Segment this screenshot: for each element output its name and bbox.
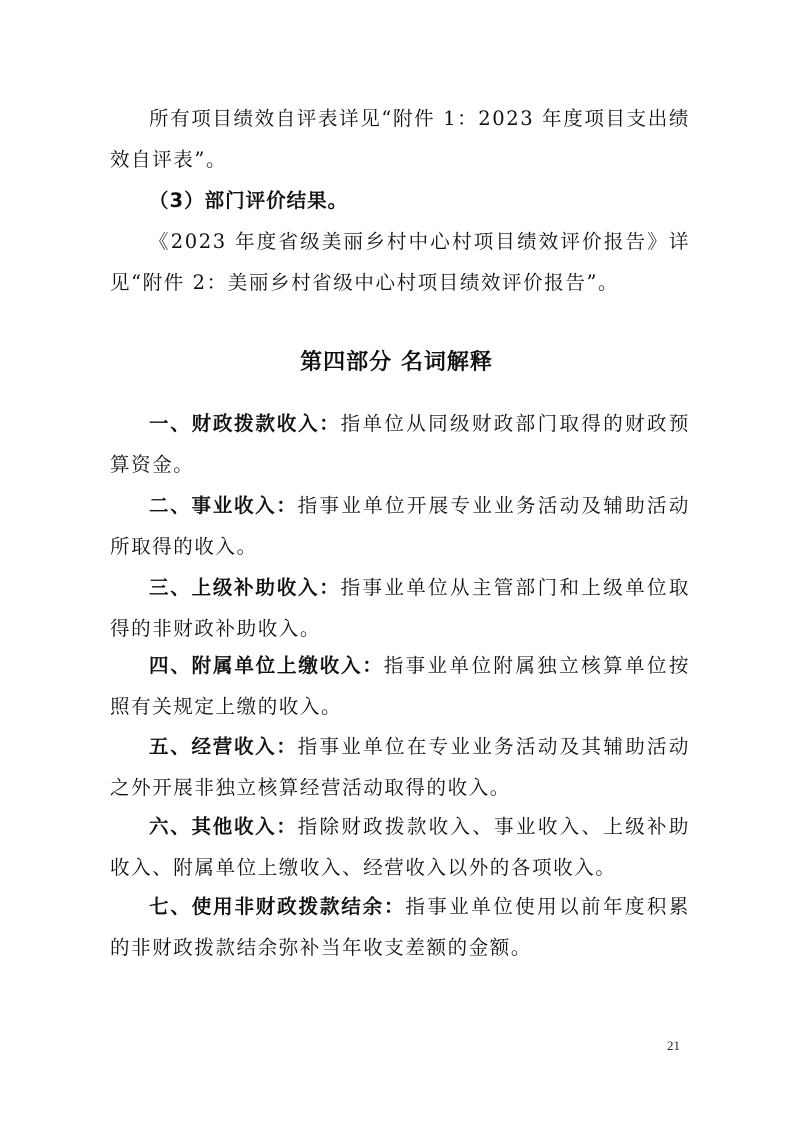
- glossary-term: 一、财政拨款收入：: [149, 412, 341, 435]
- glossary-item: [110, 645, 690, 727]
- glossary-item: [110, 806, 690, 888]
- page-number: 21: [667, 1038, 680, 1053]
- glossary-item: [110, 726, 690, 808]
- glossary-definition: 指单位从同级财政部门取得的财政预算资金。: [110, 412, 690, 476]
- glossary-term: 六、其他收入：: [149, 815, 298, 838]
- glossary-definition: 指事业单位开展专业业务活动及辅助活动所取得的收入。: [110, 494, 690, 558]
- performance-self-eval-paragraph: 所有项目绩效自评表详见“附件 1：2023 年度项目支出绩效自评表”。: [110, 107, 690, 171]
- glossary-term: 七、使用非财政拨款结余：: [149, 895, 406, 918]
- glossary-definition: 指事业单位附属独立核算单位按照有关规定上缴的收入。: [110, 654, 690, 718]
- part4-title: 第四部分 名词解释: [300, 349, 493, 375]
- glossary-term: 五、经营收入：: [149, 735, 298, 758]
- glossary-term: 三、上级补助收入：: [149, 576, 341, 599]
- department-evaluation-subheading: （3）部门评价结果。: [149, 189, 349, 212]
- glossary-definition: 指事业单位在专业业务活动及其辅助活动之外开展非独立核算经营活动取得的收入。: [110, 735, 690, 799]
- evaluation-report-paragraph: 《2023 年度省级美丽乡村中心村项目绩效评价报告》详见“附件 2：美丽乡村省级中心村项目绩效评价报告”。: [110, 230, 690, 294]
- glossary-item: [110, 403, 690, 485]
- glossary-item: [110, 886, 690, 968]
- glossary-item: [110, 485, 690, 567]
- glossary-definition: 指除财政拨款收入、事业收入、上级补助收入、附属单位上缴收入、经营收入以外的各项收入。: [110, 815, 690, 879]
- glossary-definition: 指事业单位从主管部门和上级单位取得的非财政补助收入。: [110, 576, 690, 640]
- glossary-term: 二、事业收入：: [149, 494, 298, 517]
- glossary-definition: 指事业单位使用以前年度积累的非财政拨款结余弥补当年收支差额的金额。: [110, 895, 690, 959]
- glossary-term: 四、附属单位上缴收入：: [149, 654, 384, 677]
- glossary-item: [110, 567, 690, 649]
